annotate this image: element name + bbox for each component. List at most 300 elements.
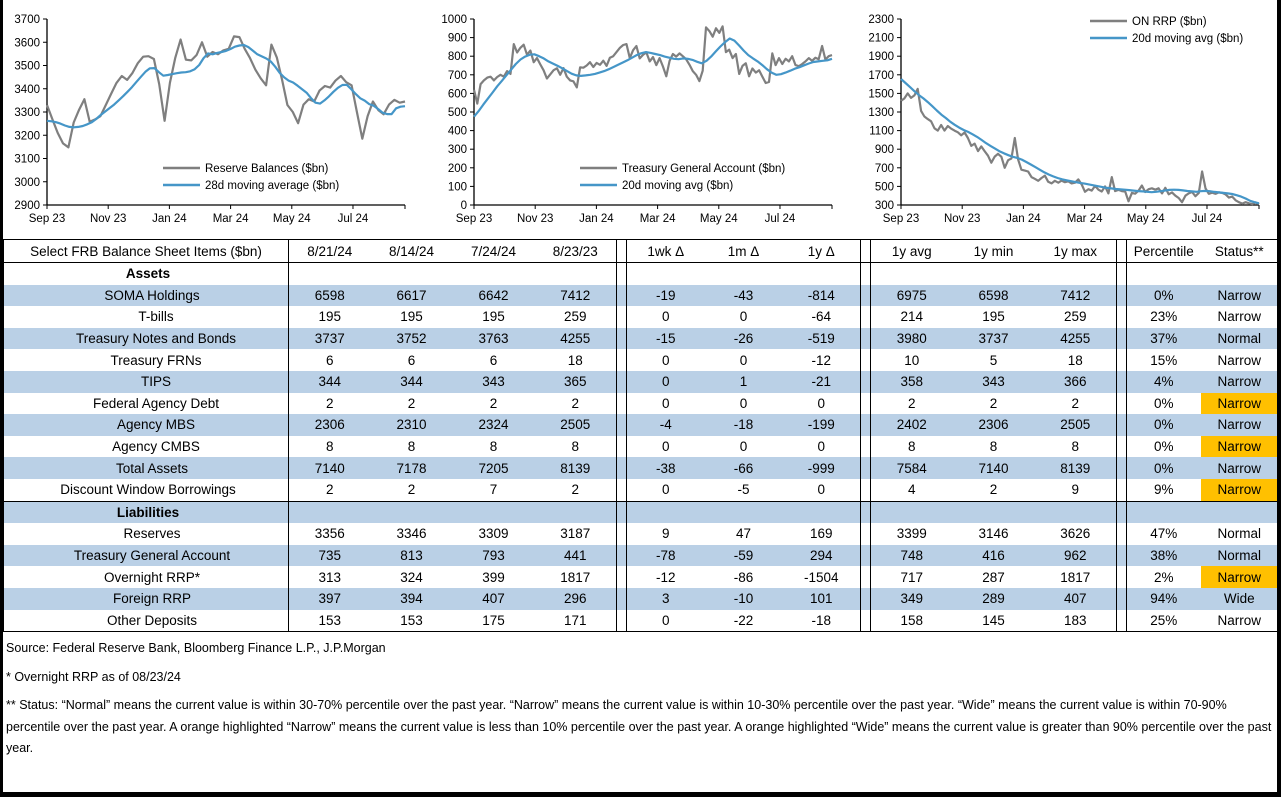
value-cell: 394 <box>371 588 453 610</box>
value-cell: 287 <box>982 569 1005 585</box>
treasury-general-account-chart <box>430 5 857 237</box>
value-cell: 2306 <box>289 414 371 436</box>
value-cell <box>627 501 705 523</box>
charts-row <box>3 0 1277 237</box>
value-cell: 441 <box>535 545 617 567</box>
column-group-divider <box>617 349 627 371</box>
value-cell: 3980 <box>871 328 953 350</box>
value-cell: 3752 <box>371 328 453 350</box>
column-group-divider <box>861 523 871 545</box>
column-group-divider <box>1117 393 1127 415</box>
y-axis-tick-label: 3200 <box>14 130 40 143</box>
value-cell: 313 <box>318 569 342 585</box>
table-row <box>4 263 1279 285</box>
value-cell: 289 <box>953 588 1035 610</box>
value-cell: 8 <box>407 439 416 455</box>
table-row <box>4 545 1279 567</box>
value-cell: 2 <box>325 395 334 411</box>
y-axis-tick-label: 3700 <box>14 14 40 26</box>
value-cell: -814 <box>783 285 861 307</box>
value-cell: -5 <box>737 482 750 498</box>
column-group-divider <box>617 240 627 263</box>
row-label: Treasury Notes and Bonds <box>4 328 289 350</box>
value-cell: 8 <box>989 439 998 455</box>
column-group-divider <box>861 479 871 501</box>
column-group-divider <box>1117 240 1127 263</box>
table-row <box>4 371 1279 393</box>
value-cell: -18 <box>705 414 783 436</box>
y-axis-tick-label: 2900 <box>14 200 40 212</box>
x-axis-tick-label: Mar 24 <box>639 213 676 225</box>
value-cell: 8 <box>907 439 916 455</box>
y-axis-tick-label: 2300 <box>868 14 894 26</box>
value-cell: 1817 <box>1060 569 1091 585</box>
status-cell <box>1201 263 1279 285</box>
column-group-divider <box>1117 566 1127 588</box>
y-axis-tick-label: 1700 <box>868 69 894 82</box>
x-axis-tick-label: Sep 23 <box>28 213 66 225</box>
value-cell: 9 <box>661 526 670 542</box>
value-cell: 2402 <box>871 414 953 436</box>
column-group-divider <box>861 393 871 415</box>
value-cell: -86 <box>733 569 754 585</box>
column-header: 7/24/24 <box>453 240 535 263</box>
column-group-divider <box>861 349 871 371</box>
value-cell <box>1035 501 1117 523</box>
value-cell: 416 <box>953 545 1035 567</box>
x-axis-tick-label: May 24 <box>272 213 311 225</box>
table-row <box>4 523 1279 545</box>
value-cell: 3626 <box>1060 526 1091 542</box>
column-group-divider <box>617 285 627 307</box>
value-cell <box>953 263 1035 285</box>
x-axis-tick-label: Nov 23 <box>89 213 127 225</box>
value-cell: 4255 <box>535 328 617 350</box>
status-cell: Narrow <box>1217 309 1261 325</box>
footnotes <box>3 632 1277 760</box>
value-cell: 7140 <box>953 457 1035 479</box>
y-axis-tick-label: 200 <box>447 162 467 175</box>
value-cell: 397 <box>289 588 371 610</box>
row-label: Assets <box>4 263 289 285</box>
column-header: Status** <box>1201 240 1279 263</box>
value-cell: 4255 <box>1035 328 1117 350</box>
value-cell: 3346 <box>396 526 427 542</box>
value-cell: 7205 <box>453 457 535 479</box>
percentile-cell: 47% <box>1150 526 1178 542</box>
y-axis-tick-label: 1900 <box>868 51 894 64</box>
column-group-divider <box>1117 588 1127 610</box>
status-cell: Narrow <box>1201 371 1279 393</box>
value-cell: 0 <box>739 309 748 325</box>
column-group-divider <box>617 545 627 567</box>
status-definition-note: ** Status: “Normal” means the current value is within 30-70% percentile over the past year. “Narrow” means the current value is within 10-30% percentile over the past year. “Wide” means the current value is within 70-90% percentile over the past year. A orange highlighted “Narrow” means the current value is less than 10% percentile over the past year. A orange highlighted “Wide” means the current value is greater than 90% percentile over the past year. <box>6 698 1272 756</box>
overnight-rrp-note: * Overnight RRP as of 08/23/24 <box>6 669 181 684</box>
value-cell: 2310 <box>371 414 453 436</box>
x-axis-tick-label: Jul 24 <box>1191 213 1223 225</box>
y-axis-tick-label: 500 <box>447 107 467 119</box>
column-group-divider <box>617 393 627 415</box>
value-cell: 6 <box>325 352 334 368</box>
balance-sheet-table <box>3 239 1279 632</box>
value-cell: 2 <box>571 395 579 411</box>
table-row <box>4 349 1279 371</box>
legend-label: Reserve Balances ($bn) <box>205 163 329 175</box>
x-axis-tick-label: Nov 23 <box>943 213 981 225</box>
column-header: 8/23/23 <box>535 240 617 263</box>
value-cell: -12 <box>655 569 676 585</box>
value-cell: 3309 <box>478 526 509 542</box>
column-header: 8/21/24 <box>289 240 371 263</box>
y-axis-tick-label: 3000 <box>14 176 40 189</box>
column-group-divider <box>861 610 871 632</box>
column-group-divider <box>861 328 871 350</box>
column-group-divider <box>617 414 627 436</box>
value-cell: 195 <box>400 309 423 325</box>
x-axis-tick-label: Sep 23 <box>455 213 493 225</box>
y-axis-tick-label: 900 <box>874 144 894 157</box>
value-cell: 0 <box>661 309 670 325</box>
status-cell: Narrow <box>1201 285 1279 307</box>
value-cell: 195 <box>982 309 1005 325</box>
table-row <box>4 393 1279 415</box>
value-cell: 0 <box>661 612 670 628</box>
status-cell <box>1201 501 1279 523</box>
value-cell: 6598 <box>953 285 1035 307</box>
y-axis-tick-label: 3300 <box>14 107 40 119</box>
value-cell: 0 <box>817 395 825 411</box>
value-cell: 2 <box>571 482 579 498</box>
percentile-cell: 9% <box>1153 482 1174 498</box>
status-cell: Normal <box>1217 526 1261 542</box>
value-cell: 813 <box>371 545 453 567</box>
value-cell: -10 <box>705 588 783 610</box>
y-axis-tick-label: 500 <box>874 181 894 194</box>
value-cell: 2 <box>325 482 334 498</box>
row-label: T-bills <box>4 306 289 328</box>
row-label: Overnight RRP* <box>4 566 289 588</box>
column-group-divider <box>861 285 871 307</box>
status-cell: Normal <box>1201 328 1279 350</box>
column-header: Percentile <box>1127 240 1201 263</box>
status-cell: Normal <box>1201 545 1279 567</box>
series-line-0 <box>47 36 405 147</box>
percentile-cell: 23% <box>1150 309 1178 325</box>
value-cell: -1504 <box>803 569 839 585</box>
percentile-cell: 15% <box>1150 352 1178 368</box>
value-cell: 2306 <box>953 414 1035 436</box>
value-cell: 2 <box>407 482 416 498</box>
value-cell: 0 <box>739 352 748 368</box>
value-cell: 0 <box>817 439 825 455</box>
value-cell: 8 <box>571 439 579 455</box>
status-cell: Narrow <box>1217 612 1261 628</box>
legend-label: 20d moving avg ($bn) <box>1132 33 1244 45</box>
table-row <box>4 457 1279 479</box>
value-cell: 0 <box>661 352 670 368</box>
percentile-cell: 25% <box>1150 612 1178 628</box>
value-cell: 3 <box>627 588 705 610</box>
value-cell: 8 <box>489 439 498 455</box>
value-cell: 4 <box>907 482 916 498</box>
legend-label: 28d moving average ($bn) <box>205 180 340 192</box>
y-axis-tick-label: 700 <box>874 162 894 175</box>
column-header: 1m Δ <box>705 240 783 263</box>
percentile-cell: 94% <box>1127 588 1201 610</box>
value-cell: 2 <box>489 395 498 411</box>
table-row <box>4 610 1279 632</box>
value-cell: 748 <box>871 545 953 567</box>
value-cell: -59 <box>705 545 783 567</box>
value-cell: 407 <box>453 588 535 610</box>
value-cell: 3763 <box>453 328 535 350</box>
value-cell: 399 <box>482 569 505 585</box>
value-cell: 169 <box>809 526 833 542</box>
value-cell <box>783 501 861 523</box>
row-label: SOMA Holdings <box>4 285 289 307</box>
y-axis-tick-label: 700 <box>447 69 467 82</box>
value-cell: 1 <box>705 371 783 393</box>
table-row <box>4 479 1279 501</box>
value-cell <box>535 501 617 523</box>
value-cell: 7140 <box>289 457 371 479</box>
value-cell: 0 <box>627 371 705 393</box>
column-group-divider <box>1117 349 1127 371</box>
column-group-divider <box>617 566 627 588</box>
value-cell: 1817 <box>560 569 591 585</box>
table-row <box>4 306 1279 328</box>
value-cell: -22 <box>733 612 754 628</box>
column-group-divider <box>861 306 871 328</box>
value-cell: 8 <box>1071 439 1079 455</box>
percentile-cell: 2% <box>1153 569 1174 585</box>
value-cell: -21 <box>783 371 861 393</box>
value-cell: 735 <box>289 545 371 567</box>
value-cell: 349 <box>871 588 953 610</box>
value-cell: 344 <box>371 371 453 393</box>
column-group-divider <box>861 588 871 610</box>
x-axis-tick-label: Mar 24 <box>1066 213 1103 225</box>
value-cell: 101 <box>783 588 861 610</box>
value-cell: 18 <box>567 352 583 368</box>
row-label: Other Deposits <box>4 610 289 632</box>
column-group-divider <box>861 545 871 567</box>
value-cell: 47 <box>735 526 752 542</box>
value-cell: 183 <box>1063 612 1087 628</box>
x-axis-tick-label: May 24 <box>1126 213 1165 225</box>
value-cell: 7584 <box>871 457 953 479</box>
x-axis-tick-label: Nov 23 <box>516 213 554 225</box>
value-cell <box>453 501 535 523</box>
column-group-divider <box>1117 328 1127 350</box>
legend-label: ON RRP ($bn) <box>1132 16 1207 28</box>
status-cell: Narrow <box>1201 393 1279 415</box>
column-group-divider <box>1117 263 1127 285</box>
column-group-divider <box>617 457 627 479</box>
percentile-cell: 37% <box>1127 328 1201 350</box>
value-cell: 8 <box>325 439 334 455</box>
value-cell: 2505 <box>535 414 617 436</box>
value-cell: 3146 <box>978 526 1009 542</box>
x-axis-tick-label: Jul 24 <box>337 213 369 225</box>
row-label: Federal Agency Debt <box>4 393 289 415</box>
y-axis-tick-label: 3100 <box>14 153 40 166</box>
value-cell: 366 <box>1035 371 1117 393</box>
y-axis-tick-label: 2100 <box>868 32 894 45</box>
value-cell: 259 <box>563 309 587 325</box>
x-axis-tick-label: Jul 24 <box>764 213 796 225</box>
value-cell: -19 <box>627 285 705 307</box>
value-cell: 0 <box>661 395 670 411</box>
y-axis-tick-label: 600 <box>447 88 467 101</box>
value-cell: 7412 <box>1035 285 1117 307</box>
value-cell: -199 <box>783 414 861 436</box>
row-label: Treasury General Account <box>4 545 289 567</box>
y-axis-tick-label: 3400 <box>14 83 40 96</box>
column-header: 1y avg <box>871 240 953 263</box>
percentile-cell: 38% <box>1127 545 1201 567</box>
status-cell: Narrow <box>1217 352 1261 368</box>
legend-label: Treasury General Account ($bn) <box>622 163 786 175</box>
value-cell: -999 <box>783 457 861 479</box>
value-cell: 6 <box>489 352 498 368</box>
table-header-row <box>4 240 1279 263</box>
x-axis-tick-label: Jan 24 <box>152 213 187 225</box>
value-cell: 962 <box>1035 545 1117 567</box>
status-cell: Narrow <box>1201 566 1279 588</box>
reserve-balances-chart <box>3 5 430 237</box>
value-cell: 158 <box>900 612 924 628</box>
value-cell: 358 <box>871 371 953 393</box>
row-label: TIPS <box>4 371 289 393</box>
column-group-divider <box>861 457 871 479</box>
value-cell: 2505 <box>1035 414 1117 436</box>
value-cell: 2 <box>907 395 916 411</box>
column-group-divider <box>617 523 627 545</box>
value-cell: 153 <box>400 612 423 628</box>
value-cell <box>289 501 371 523</box>
column-group-divider <box>1117 414 1127 436</box>
column-group-divider <box>861 371 871 393</box>
value-cell <box>627 263 705 285</box>
table-row <box>4 501 1279 523</box>
value-cell: -15 <box>627 328 705 350</box>
column-group-divider <box>617 436 627 458</box>
x-axis-tick-label: Jan 24 <box>1006 213 1041 225</box>
row-label: Discount Window Borrowings <box>4 479 289 501</box>
column-header: 1y min <box>953 240 1035 263</box>
y-axis-tick-label: 300 <box>874 200 894 212</box>
y-axis-tick-label: 0 <box>460 200 467 212</box>
value-cell: 2 <box>1071 395 1079 411</box>
value-cell: 3399 <box>896 526 927 542</box>
y-axis-tick-label: 800 <box>447 51 467 64</box>
value-cell: 3187 <box>560 526 591 542</box>
value-cell: 0 <box>661 482 670 498</box>
value-cell: 324 <box>400 569 423 585</box>
value-cell <box>371 263 453 285</box>
column-group-divider <box>861 414 871 436</box>
value-cell: 3737 <box>953 328 1035 350</box>
value-cell: 7412 <box>535 285 617 307</box>
value-cell: 0 <box>739 395 748 411</box>
percentile-cell: 0% <box>1127 457 1201 479</box>
table-row <box>4 328 1279 350</box>
value-cell: 195 <box>318 309 342 325</box>
table-row <box>4 588 1279 610</box>
value-cell <box>371 501 453 523</box>
value-cell: 344 <box>289 371 371 393</box>
column-group-divider <box>1117 457 1127 479</box>
value-cell: 145 <box>982 612 1005 628</box>
percentile-cell <box>1127 501 1201 523</box>
y-axis-tick-label: 3500 <box>14 60 40 73</box>
column-group-divider <box>1117 523 1127 545</box>
value-cell: 10 <box>904 352 920 368</box>
row-label: Agency MBS <box>4 414 289 436</box>
value-cell: 365 <box>535 371 617 393</box>
percentile-cell <box>1127 263 1201 285</box>
y-axis-tick-label: 300 <box>447 144 467 157</box>
x-axis-tick-label: May 24 <box>699 213 738 225</box>
value-cell: 214 <box>900 309 924 325</box>
x-axis-tick-label: Mar 24 <box>212 213 249 225</box>
value-cell: -12 <box>811 352 831 368</box>
percentile-cell: 0% <box>1127 285 1201 307</box>
percentile-cell: 4% <box>1127 371 1201 393</box>
value-cell: 2 <box>989 395 998 411</box>
row-label: Total Assets <box>4 457 289 479</box>
value-cell: 3737 <box>289 328 371 350</box>
status-cell: Narrow <box>1201 479 1279 501</box>
value-cell <box>705 501 783 523</box>
row-label: Reserves <box>4 523 289 545</box>
value-cell: 6617 <box>371 285 453 307</box>
value-cell: 175 <box>482 612 505 628</box>
value-cell <box>871 263 953 285</box>
legend-label: 20d moving avg ($bn) <box>622 180 734 192</box>
status-cell: Narrow <box>1201 414 1279 436</box>
value-cell: 294 <box>783 545 861 567</box>
value-cell: 296 <box>535 588 617 610</box>
value-cell: -64 <box>811 309 831 325</box>
balance-sheet-table-body <box>4 263 1279 632</box>
value-cell: -18 <box>811 612 831 628</box>
column-group-divider <box>617 263 627 285</box>
value-cell: 7178 <box>371 457 453 479</box>
column-group-divider <box>617 588 627 610</box>
column-group-divider <box>1117 306 1127 328</box>
value-cell: 8139 <box>535 457 617 479</box>
table-row <box>4 285 1279 307</box>
table-row <box>4 566 1279 588</box>
table-row <box>4 436 1279 458</box>
value-cell: 6 <box>407 352 416 368</box>
column-group-divider <box>861 501 871 523</box>
value-cell: 2 <box>989 482 998 498</box>
value-cell: 18 <box>1067 352 1083 368</box>
column-group-divider <box>617 501 627 523</box>
value-cell: 2324 <box>453 414 535 436</box>
column-group-divider <box>617 306 627 328</box>
value-cell: -66 <box>705 457 783 479</box>
value-cell <box>783 263 861 285</box>
value-cell: 6975 <box>871 285 953 307</box>
value-cell <box>535 263 617 285</box>
percentile-cell: 0% <box>1153 439 1174 455</box>
y-axis-tick-label: 1300 <box>868 107 894 119</box>
on-rrp-chart <box>857 5 1277 237</box>
